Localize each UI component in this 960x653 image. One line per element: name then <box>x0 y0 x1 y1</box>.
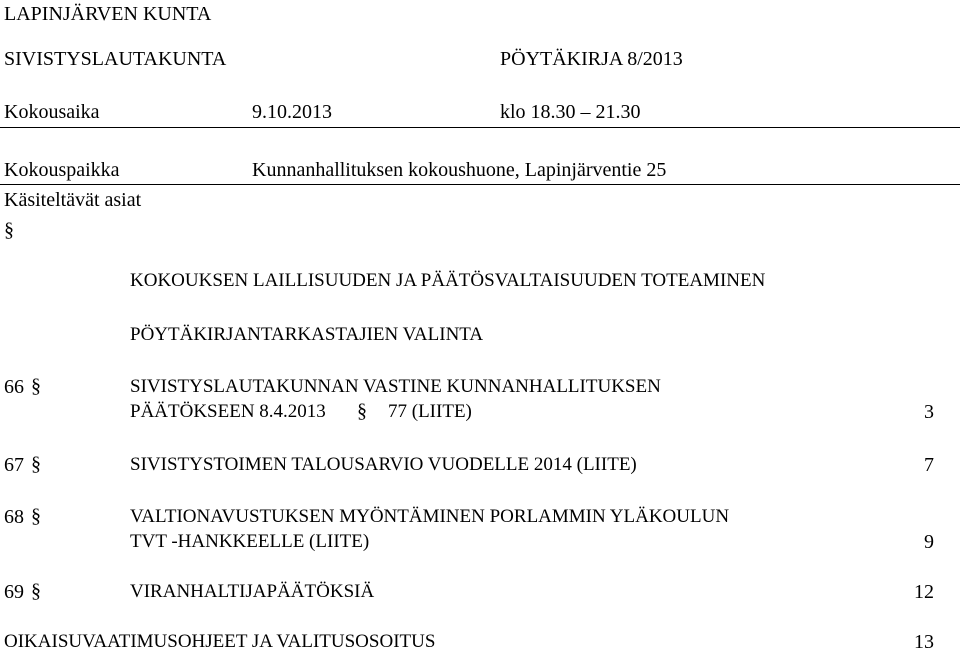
agenda-item-title-continued: 77 (LIITE) <box>388 401 472 422</box>
agenda-item-title: KOKOUKSEN LAILLISUUDEN JA PÄÄTÖSVALTAISUUDEN TOTEAMINEN <box>130 270 766 291</box>
section-symbol: § <box>31 505 41 527</box>
agenda-item-title-continued: PÄÄTÖKSEEN 8.4.2013 <box>130 401 326 422</box>
meeting-time-label: Kokousaika <box>4 101 100 123</box>
appeal-instructions-page: 13 <box>914 631 934 653</box>
agenda-item-page: 7 <box>924 454 934 476</box>
agenda-item-page: 12 <box>914 581 934 603</box>
minutes-number: PÖYTÄKIRJA 8/2013 <box>500 48 683 70</box>
section-symbol: § <box>31 375 41 397</box>
agenda-item-title: VIRANHALTIJAPÄÄTÖKSIÄ <box>130 581 375 602</box>
section-symbol: § <box>31 580 41 602</box>
agenda-item-page: 3 <box>924 401 934 423</box>
meeting-place: Kunnanhallituksen kokoushuone, Lapinjärventie 25 <box>252 159 667 181</box>
meeting-place-label: Kokouspaikka <box>4 159 120 181</box>
meeting-time: klo 18.30 – 21.30 <box>500 101 641 123</box>
agenda-item-number: 67 <box>4 454 24 476</box>
section-symbol: § <box>4 219 14 241</box>
header-divider-2 <box>0 184 960 185</box>
agenda-item-title-continued: TVT -HANKKEELLE (LIITE) <box>130 531 370 552</box>
municipality-name: LAPINJÄRVEN KUNTA <box>4 3 212 25</box>
agenda-item-number: 68 <box>4 506 24 528</box>
section-symbol: § <box>31 453 41 475</box>
section-symbol: § <box>357 400 367 422</box>
agenda-item-title: VALTIONAVUSTUKSEN MYÖNTÄMINEN PORLAMMIN YLÄKOULUN <box>130 506 730 527</box>
appeal-instructions-title: OIKAISUVAATIMUSOHJEET JA VALITUSOSOITUS <box>4 631 436 652</box>
agenda-item-number: 69 <box>4 581 24 603</box>
agenda-item-title: SIVISTYSTOIMEN TALOUSARVIO VUODELLE 2014 (LIITE) <box>130 454 637 475</box>
agenda-item-page: 9 <box>924 531 934 553</box>
agenda-item-title: PÖYTÄKIRJANTARKASTAJIEN VALINTA <box>130 324 484 345</box>
board-name: SIVISTYSLAUTAKUNTA <box>4 48 227 70</box>
meeting-date: 9.10.2013 <box>252 101 332 123</box>
agenda-item-number: 66 <box>4 376 24 398</box>
agenda-item-title: SIVISTYSLAUTAKUNNAN VASTINE KUNNANHALLITUKSEN <box>130 376 661 397</box>
header-divider-1 <box>0 127 960 128</box>
agenda-heading: Käsiteltävät asiat <box>4 189 142 211</box>
